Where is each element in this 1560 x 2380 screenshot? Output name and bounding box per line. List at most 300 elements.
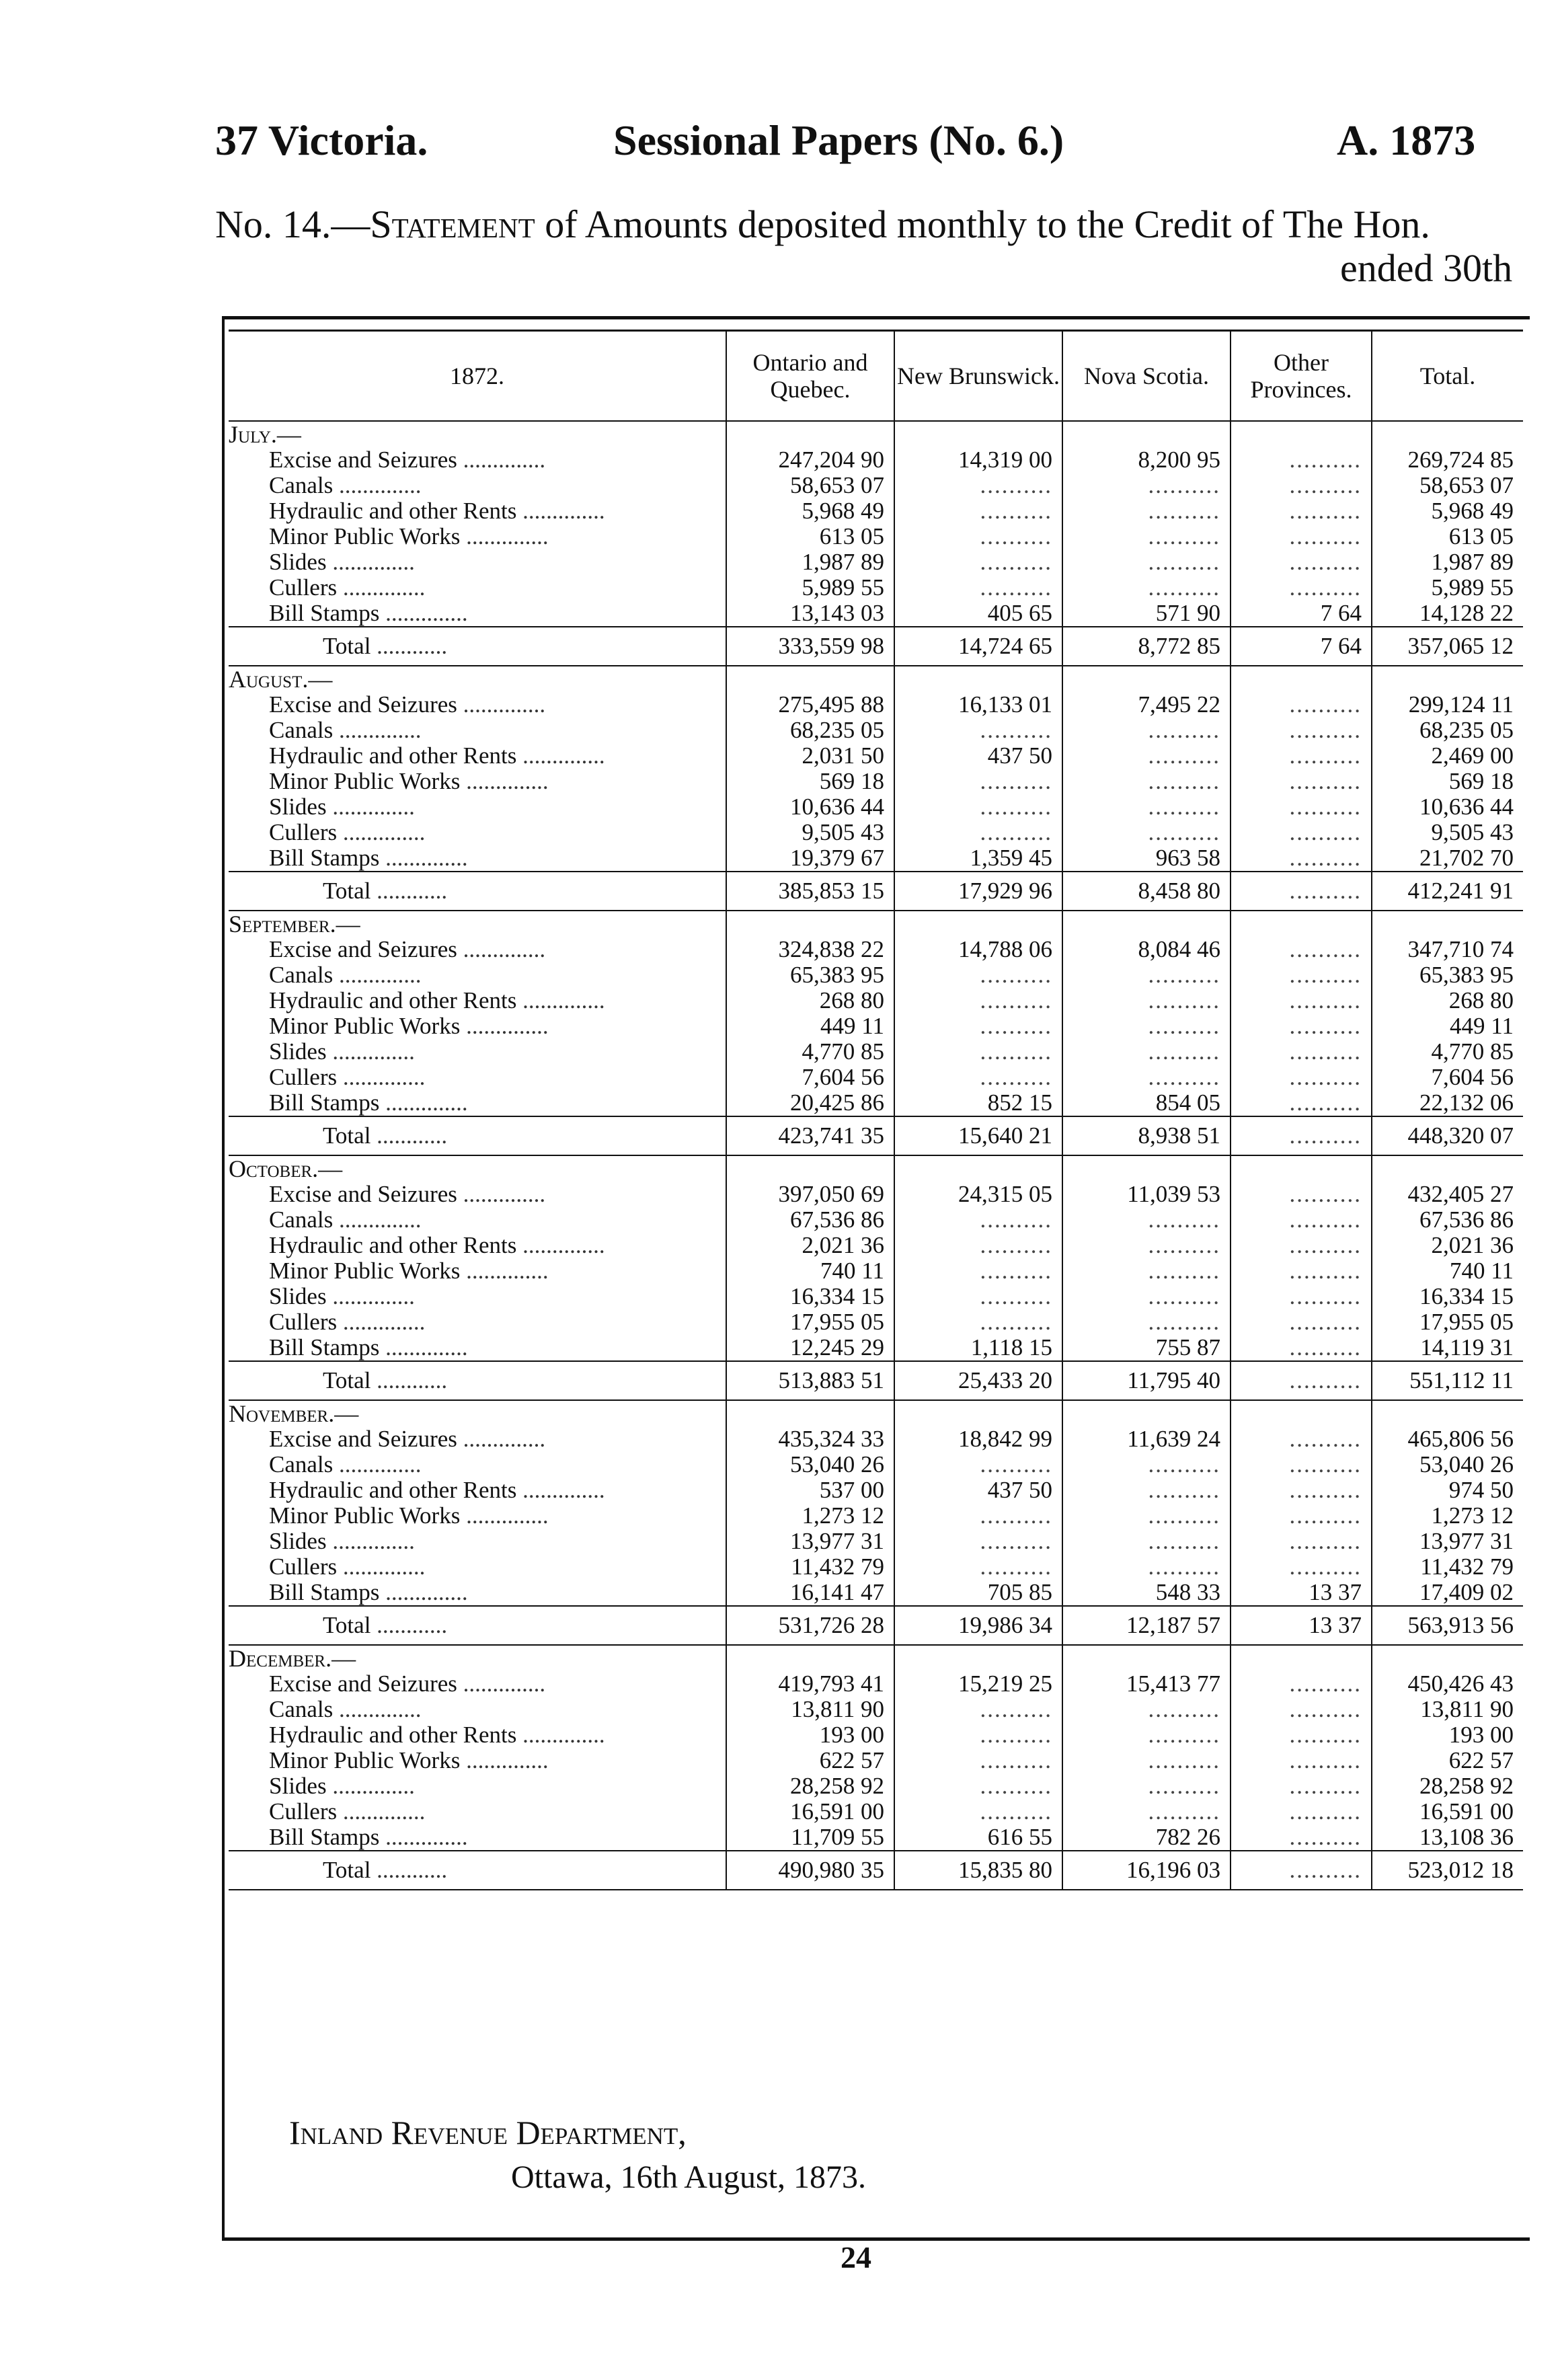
dot-leader-cell: .......... [1231, 820, 1372, 845]
empty-cell [1372, 1645, 1523, 1671]
row-label [229, 692, 726, 718]
dot-leader: ............ [370, 1367, 448, 1393]
empty-cell [726, 911, 894, 937]
dot-leader-cell: .......... [1231, 1452, 1372, 1477]
table-row [229, 1207, 1523, 1233]
dot-leader: .............. [457, 1426, 546, 1452]
dot-leader-cell: .......... [894, 1799, 1062, 1825]
dot-leader-cell: .......... [1062, 1452, 1231, 1477]
row-label [229, 1309, 726, 1335]
dot-leader: .............. [333, 962, 422, 988]
amount-cell: 13,977 31 [1372, 1529, 1523, 1554]
amount-cell: 7,604 56 [726, 1065, 894, 1090]
dot-leader-cell: .......... [1231, 1554, 1372, 1580]
row-label [229, 1722, 726, 1748]
amount-cell: 275,495 88 [726, 692, 894, 718]
dot-leader-cell: .......... [894, 549, 1062, 575]
column-header-year: 1872. [229, 331, 726, 422]
dot-leader-cell: .......... [1231, 1799, 1372, 1825]
amount-cell: 28,258 92 [726, 1773, 894, 1799]
amount-cell: 16,334 15 [726, 1284, 894, 1309]
amount-cell: 705 85 [894, 1580, 1062, 1606]
row-label-text: Slides [269, 1039, 327, 1065]
row-label-text: Excise and Seizures [269, 937, 457, 962]
total-amount-cell: 385,853 15 [726, 872, 894, 911]
total-amount-cell: 8,772 85 [1062, 627, 1231, 666]
row-label-text: Bill Stamps [269, 601, 380, 626]
row-label-text: Cullers [269, 1065, 338, 1090]
dot-leader-cell: .......... [894, 575, 1062, 601]
dot-leader: ............ [370, 1122, 448, 1149]
row-label-text: Canals [269, 473, 334, 498]
amount-cell: 67,536 86 [1372, 1207, 1523, 1233]
row-label-text: Excise and Seizures [269, 1426, 457, 1452]
header-sessional-papers: Sessional Papers (No. 6.) [613, 116, 1064, 164]
dot-leader-cell: .......... [1231, 937, 1372, 962]
header-year: A. 1873 [1337, 116, 1476, 164]
total-amount-cell: 17,929 96 [894, 872, 1062, 911]
table-row [229, 1090, 1523, 1116]
total-amount-cell: 490,980 35 [726, 1851, 894, 1890]
row-label [229, 575, 726, 601]
row-label-text: Hydraulic and other Rents [269, 498, 517, 524]
amount-cell: 14,319 00 [894, 447, 1062, 473]
dot-leader: .............. [379, 601, 468, 626]
dot-leader-cell: .......... [1231, 524, 1372, 549]
dot-leader-cell: .......... [1231, 1529, 1372, 1554]
amount-cell: 14,128 22 [1372, 601, 1523, 627]
month-heading-row [229, 666, 1523, 692]
row-label [229, 1503, 726, 1529]
empty-cell [1231, 666, 1372, 692]
row-label [229, 1258, 726, 1284]
amount-cell: 852 15 [894, 1090, 1062, 1116]
dot-leader-cell: .......... [1231, 845, 1372, 872]
table-row [229, 1065, 1523, 1090]
row-label-text: Bill Stamps [269, 1580, 380, 1605]
dot-leader-cell: .......... [894, 1065, 1062, 1090]
total-amount-cell: 25,433 20 [894, 1361, 1062, 1400]
statement-description: of Amounts deposited monthly to the Credit of The Hon. [535, 202, 1430, 246]
amount-cell: 755 87 [1062, 1335, 1231, 1361]
amount-cell: 13 37 [1231, 1580, 1372, 1606]
row-label [229, 794, 726, 820]
total-amount-cell: 11,795 40 [1062, 1361, 1231, 1400]
total-amount-cell: 13 37 [1231, 1606, 1372, 1645]
total-amount-cell: 531,726 28 [726, 1606, 894, 1645]
row-label-text: Hydraulic and other Rents [269, 1233, 517, 1258]
dot-leader-cell: .......... [1062, 718, 1231, 743]
dot-leader: .............. [460, 1748, 549, 1773]
amount-cell: 450,426 43 [1372, 1671, 1523, 1697]
empty-cell [894, 911, 1062, 937]
table-row [229, 1825, 1523, 1851]
amount-cell: 449 11 [1372, 1013, 1523, 1039]
amount-cell: 53,040 26 [1372, 1452, 1523, 1477]
row-label [229, 743, 726, 769]
dot-leader-cell: .......... [1231, 769, 1372, 794]
dot-leader-cell: .......... [1062, 1697, 1231, 1722]
dot-leader-cell: .......... [1231, 1090, 1372, 1116]
row-label-text: Canals [269, 962, 334, 988]
amount-cell: 24,315 05 [894, 1182, 1062, 1207]
dot-leader-cell: .......... [894, 1233, 1062, 1258]
column-header-other-provinces: Other Provinces. [1231, 331, 1372, 422]
amount-cell: 5,968 49 [726, 498, 894, 524]
amount-cell: 437 50 [894, 1477, 1062, 1503]
row-label [229, 845, 726, 872]
amount-cell: 2,031 50 [726, 743, 894, 769]
dot-leader: .............. [333, 718, 422, 743]
dot-leader-cell: .......... [894, 1748, 1062, 1773]
amount-cell: 10,636 44 [726, 794, 894, 820]
dot-leader: .............. [516, 1233, 605, 1258]
amount-cell: 1,118 15 [894, 1335, 1062, 1361]
month-heading-row [229, 911, 1523, 937]
table-row [229, 1258, 1523, 1284]
amount-cell: 13,811 90 [726, 1697, 894, 1722]
dot-leader-cell: .......... [1062, 1503, 1231, 1529]
total-label [229, 1361, 726, 1400]
table-row [229, 1309, 1523, 1335]
empty-cell [1062, 666, 1231, 692]
dot-leader: .............. [379, 1335, 468, 1360]
dot-leader-cell: .......... [1231, 1182, 1372, 1207]
dot-leader-cell: .......... [1062, 1529, 1231, 1554]
dot-leader: .............. [326, 1039, 415, 1065]
amount-cell: 5,989 55 [1372, 575, 1523, 601]
row-label-text: Hydraulic and other Rents [269, 1477, 517, 1503]
dot-leader: .............. [457, 937, 546, 962]
row-label-text: Canals [269, 1697, 334, 1722]
row-label [229, 1477, 726, 1503]
amount-cell: 5,989 55 [726, 575, 894, 601]
dot-leader-cell: .......... [894, 1039, 1062, 1065]
empty-cell [726, 666, 894, 692]
total-amount-cell: 412,241 91 [1372, 872, 1523, 911]
row-label [229, 718, 726, 743]
amount-cell: 17,955 05 [726, 1309, 894, 1335]
total-row [229, 627, 1523, 666]
dot-leader: .............. [516, 1477, 605, 1503]
dot-leader-cell: .......... [1062, 769, 1231, 794]
row-label-text: Minor Public Works [269, 769, 461, 794]
amount-cell: 15,413 77 [1062, 1671, 1231, 1697]
empty-cell [726, 421, 894, 447]
empty-cell [1372, 1400, 1523, 1426]
amount-cell: 8,200 95 [1062, 447, 1231, 473]
amount-cell: 14,788 06 [894, 937, 1062, 962]
dot-leader-cell: .......... [894, 1452, 1062, 1477]
dot-leader-cell: .......... [1231, 1748, 1372, 1773]
dot-leader-cell: .......... [894, 1013, 1062, 1039]
row-label-text: Bill Stamps [269, 845, 380, 871]
row-label-text: Minor Public Works [269, 1748, 461, 1773]
dot-leader-cell: .......... [1231, 692, 1372, 718]
dot-leader: .............. [326, 794, 415, 820]
amount-cell: 22,132 06 [1372, 1090, 1523, 1116]
dot-leader-cell: .......... [1062, 575, 1231, 601]
amount-cell: 268 80 [1372, 988, 1523, 1013]
dot-leader-cell: .......... [1062, 498, 1231, 524]
dot-leader-cell: .......... [894, 1722, 1062, 1748]
dot-leader-cell: .......... [894, 1554, 1062, 1580]
table-row [229, 1233, 1523, 1258]
row-label-text: Excise and Seizures [269, 1671, 457, 1697]
amount-cell: 7,495 22 [1062, 692, 1231, 718]
dot-leader: .............. [333, 1697, 422, 1722]
amount-cell: 20,425 86 [726, 1090, 894, 1116]
dot-leader: .............. [326, 1529, 415, 1554]
total-amount-cell: 14,724 65 [894, 627, 1062, 666]
empty-cell [894, 1155, 1062, 1182]
dot-leader: ............ [370, 878, 448, 904]
row-label [229, 769, 726, 794]
amount-cell: 13,811 90 [1372, 1697, 1523, 1722]
dot-leader-cell: .......... [1062, 1013, 1231, 1039]
row-label-text: Cullers [269, 820, 338, 845]
row-label [229, 988, 726, 1013]
amount-cell: 622 57 [726, 1748, 894, 1773]
amount-cell: 11,639 24 [1062, 1426, 1231, 1452]
row-label-text: Bill Stamps [269, 1090, 380, 1116]
dot-leader-cell: .......... [1231, 718, 1372, 743]
amount-cell: 5,968 49 [1372, 498, 1523, 524]
empty-cell [894, 421, 1062, 447]
table-row [229, 1773, 1523, 1799]
amount-cell: 19,379 67 [726, 845, 894, 872]
dot-leader-cell: .......... [894, 1773, 1062, 1799]
total-label [229, 1116, 726, 1155]
table-row [229, 962, 1523, 988]
dot-leader: .............. [460, 1258, 549, 1284]
month-name: December.— [229, 1645, 356, 1671]
row-label [229, 1335, 726, 1361]
amount-cell: 11,709 55 [726, 1825, 894, 1851]
table-row [229, 988, 1523, 1013]
dot-leader: .............. [337, 1554, 426, 1580]
total-label-text: Total [323, 633, 371, 659]
amount-cell: 9,505 43 [726, 820, 894, 845]
dot-leader: ............ [370, 1857, 448, 1883]
dot-leader: .............. [460, 1503, 549, 1529]
amount-cell: 10,636 44 [1372, 794, 1523, 820]
dot-leader-cell: .......... [1231, 1697, 1372, 1722]
deposits-table [229, 330, 1523, 2118]
amount-cell: 740 11 [726, 1258, 894, 1284]
dot-leader-cell: .......... [1231, 1477, 1372, 1503]
row-label [229, 1799, 726, 1825]
table-row [229, 1503, 1523, 1529]
amount-cell: 432,405 27 [1372, 1182, 1523, 1207]
row-label [229, 1039, 726, 1065]
row-label-text: Excise and Seizures [269, 692, 457, 718]
page-number: 24 [841, 2240, 871, 2274]
total-amount-cell: 423,741 35 [726, 1116, 894, 1155]
statement-word: Statement [370, 202, 535, 246]
dot-leader-cell: .......... [1062, 1722, 1231, 1748]
row-label-text: Excise and Seizures [269, 447, 457, 473]
row-label [229, 1284, 726, 1309]
dot-leader-cell: .......... [894, 1697, 1062, 1722]
dot-leader: .............. [516, 743, 605, 769]
dot-leader-cell: .......... [1062, 473, 1231, 498]
dot-leader: .............. [460, 769, 549, 794]
dot-leader: .............. [460, 524, 549, 549]
row-label [229, 1207, 726, 1233]
amount-cell: 58,653 07 [726, 473, 894, 498]
total-label-text: Total [323, 1122, 371, 1149]
total-amount-cell: 513,883 51 [726, 1361, 894, 1400]
row-label-text: Bill Stamps [269, 1335, 380, 1360]
total-row [229, 1851, 1523, 1890]
dot-leader-cell: .......... [894, 769, 1062, 794]
amount-cell: 193 00 [726, 1722, 894, 1748]
amount-cell: 2,469 00 [1372, 743, 1523, 769]
dot-leader-cell: .......... [894, 524, 1062, 549]
amount-cell: 963 58 [1062, 845, 1231, 872]
amount-cell: 17,409 02 [1372, 1580, 1523, 1606]
empty-cell [1231, 911, 1372, 937]
row-label [229, 498, 726, 524]
row-label [229, 1182, 726, 1207]
dot-leader-cell: .......... [1231, 1335, 1372, 1361]
dot-leader: .............. [379, 1825, 468, 1850]
total-amount-cell: 15,640 21 [894, 1116, 1062, 1155]
table-header-row [229, 331, 1523, 422]
amount-cell: 324,838 22 [726, 937, 894, 962]
dot-leader: .............. [516, 498, 605, 524]
row-label-text: Hydraulic and other Rents [269, 988, 517, 1013]
amount-cell: 16,334 15 [1372, 1284, 1523, 1309]
empty-cell [726, 1155, 894, 1182]
row-label-text: Hydraulic and other Rents [269, 1722, 517, 1748]
row-label-text: Minor Public Works [269, 1503, 461, 1529]
bottom-border-rule [222, 2237, 1530, 2241]
total-row [229, 1606, 1523, 1645]
table-row [229, 473, 1523, 498]
table-row [229, 524, 1523, 549]
dot-leader: .............. [457, 1671, 546, 1697]
dot-leader-cell: .......... [1231, 1116, 1372, 1155]
month-name: August.— [229, 666, 333, 692]
row-label [229, 1580, 726, 1606]
table-row [229, 1477, 1523, 1503]
amount-cell: 1,987 89 [726, 549, 894, 575]
table-row [229, 1799, 1523, 1825]
amount-cell: 13,108 36 [1372, 1825, 1523, 1851]
amount-cell: 9,505 43 [1372, 820, 1523, 845]
total-label-text: Total [323, 1857, 371, 1883]
amount-cell: 347,710 74 [1372, 937, 1523, 962]
dot-leader: .............. [457, 447, 546, 473]
dot-leader: .............. [379, 1090, 468, 1116]
dot-leader-cell: .......... [894, 473, 1062, 498]
row-label-text: Slides [269, 794, 327, 820]
dot-leader-cell: .......... [1062, 524, 1231, 549]
dot-leader-cell: .......... [1231, 1851, 1372, 1890]
dot-leader-cell: .......... [894, 988, 1062, 1013]
row-label-text: Minor Public Works [269, 1013, 461, 1039]
dot-leader: .............. [337, 1309, 426, 1335]
empty-cell [1062, 421, 1231, 447]
amount-cell: 11,432 79 [1372, 1554, 1523, 1580]
row-label [229, 820, 726, 845]
empty-cell [1372, 421, 1523, 447]
dot-leader: .............. [333, 1207, 422, 1233]
table-row [229, 1722, 1523, 1748]
row-label-text: Canals [269, 718, 334, 743]
amount-cell: 1,273 12 [1372, 1503, 1523, 1529]
empty-cell [894, 666, 1062, 692]
table-row [229, 820, 1523, 845]
dot-leader: .............. [337, 575, 426, 601]
total-amount-cell: 16,196 03 [1062, 1851, 1231, 1890]
dot-leader-cell: .......... [894, 1529, 1062, 1554]
table-body [229, 421, 1523, 1890]
empty-cell [726, 1400, 894, 1426]
dot-leader-cell: .......... [1231, 1671, 1372, 1697]
row-label [229, 937, 726, 962]
table-row [229, 769, 1523, 794]
statement-title [215, 202, 1430, 247]
amount-cell: 4,770 85 [1372, 1039, 1523, 1065]
dot-leader-cell: .......... [1231, 1065, 1372, 1090]
month-heading-row [229, 421, 1523, 447]
amount-cell: 7,604 56 [1372, 1065, 1523, 1090]
row-label [229, 962, 726, 988]
row-label [229, 1426, 726, 1452]
amount-cell: 449 11 [726, 1013, 894, 1039]
table-row [229, 549, 1523, 575]
dot-leader-cell: .......... [1062, 1207, 1231, 1233]
row-label-text: Cullers [269, 575, 338, 601]
total-amount-cell: 563,913 56 [1372, 1606, 1523, 1645]
amount-cell: 247,204 90 [726, 447, 894, 473]
empty-cell [1231, 1155, 1372, 1182]
dot-leader: .............. [379, 1580, 468, 1605]
dot-leader-cell: .......... [1231, 1426, 1372, 1452]
amount-cell: 974 50 [1372, 1477, 1523, 1503]
row-label-text: Slides [269, 1529, 327, 1554]
amount-cell: 435,324 33 [726, 1426, 894, 1452]
amount-cell: 28,258 92 [1372, 1773, 1523, 1799]
dot-leader: .............. [457, 1182, 546, 1207]
dot-leader-cell: .......... [1062, 1065, 1231, 1090]
table-row [229, 937, 1523, 962]
statement-number: No. 14.— [215, 202, 370, 246]
amount-cell: 15,219 25 [894, 1671, 1062, 1697]
dot-leader-cell: .......... [1062, 1554, 1231, 1580]
amount-cell: 65,383 95 [726, 962, 894, 988]
month-name: September.— [229, 911, 360, 937]
total-amount-cell: 448,320 07 [1372, 1116, 1523, 1155]
table-row [229, 794, 1523, 820]
table-row [229, 692, 1523, 718]
row-label-text: Slides [269, 1284, 327, 1309]
dot-leader-cell: .......... [894, 1309, 1062, 1335]
dot-leader: .............. [326, 1284, 415, 1309]
dot-leader-cell: .......... [1231, 1284, 1372, 1309]
row-label [229, 1065, 726, 1090]
amount-cell: 537 00 [726, 1477, 894, 1503]
amount-cell: 569 18 [1372, 769, 1523, 794]
row-label-text: Cullers [269, 1554, 338, 1580]
dot-leader-cell: .......... [1231, 473, 1372, 498]
dot-leader-cell: .......... [894, 794, 1062, 820]
amount-cell: 569 18 [726, 769, 894, 794]
month-heading-row [229, 1645, 1523, 1671]
